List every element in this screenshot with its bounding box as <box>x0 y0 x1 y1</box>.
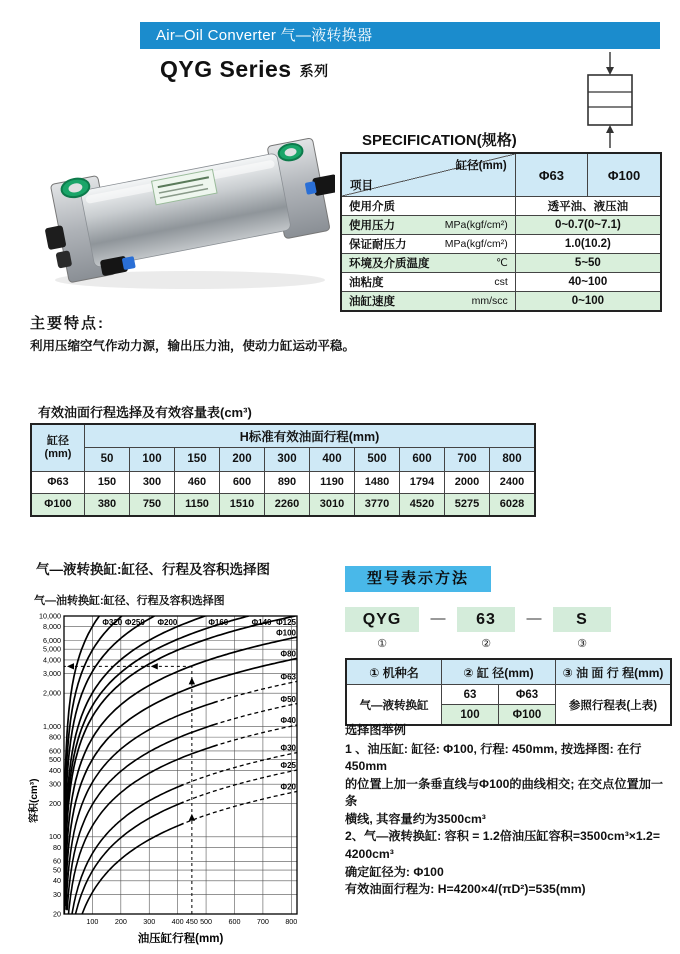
chart-curves <box>64 616 297 918</box>
y-tick-label: 60 <box>53 856 61 866</box>
curve-label: Φ50 <box>280 694 296 704</box>
model-code-mark: ① <box>377 638 387 650</box>
x-tick-label: 100 <box>86 917 99 926</box>
bore-size-cell: Φ100 <box>499 705 556 726</box>
y-tick-label: 10,000 <box>39 611 61 621</box>
spec-table <box>340 152 662 312</box>
model-code-separator: — <box>430 610 446 627</box>
model-code-row <box>345 607 611 650</box>
capacity-cell: 1794 <box>400 471 445 493</box>
spec-row-label: 使用介质 <box>341 197 515 216</box>
y-tick-label: 8,000 <box>43 622 61 632</box>
spec-table-head-body <box>341 153 661 197</box>
capacity-cell: 4520 <box>400 493 445 516</box>
spec-row <box>341 235 661 254</box>
spec-row <box>341 216 661 235</box>
selection-example <box>345 722 673 899</box>
spec-row-value: 5~50 <box>515 254 661 273</box>
spec-row-label: 保证耐压力 MPa(kgf/cm²) <box>341 235 515 254</box>
y-tick-label: 40 <box>53 876 61 886</box>
stroke-table-body <box>31 471 535 516</box>
bore-code-cell: 100 <box>442 705 499 726</box>
spec-col-100: Φ100 <box>588 153 661 197</box>
chart-curve <box>75 802 184 916</box>
example-line: 1 、油压缸: 缸径: Φ100, 行程: 450mm, 按选择图: 在行450mm <box>345 741 642 774</box>
stroke-row-label: Φ100 <box>31 493 85 516</box>
stroke-col-header: 150 <box>175 447 220 471</box>
spec-row-label: 油粘度 cst <box>341 273 515 292</box>
model-name-cell: 气—液转换缸 <box>346 685 442 726</box>
x-tick-label: 600 <box>228 917 241 926</box>
example-line: 的位置上加一条垂直线与Φ100的曲线相交; 在交点位置加一条 <box>345 776 664 809</box>
page-title <box>160 56 329 83</box>
capacity-cell: 1190 <box>310 471 355 493</box>
stroke-col-header: 300 <box>265 447 310 471</box>
spec-row-value: 1.0(10.2) <box>515 235 661 254</box>
features-text: 利用压缩空气作动力源，输出压力油，使动力缸运动平稳。 <box>30 339 356 353</box>
chart-curve <box>67 724 218 911</box>
stroke-table <box>30 423 536 517</box>
model-code-box: S <box>553 607 611 632</box>
example-title: 选择图举例 <box>345 723 406 737</box>
y-tick-label: 80 <box>53 842 61 852</box>
y-tick-label: 50 <box>53 865 61 875</box>
capacity-cell: 2000 <box>445 471 490 493</box>
x-tick-label: 500 <box>200 917 213 926</box>
curve-label: Φ20 <box>280 782 296 792</box>
bore-code-cell: 63 <box>442 685 499 705</box>
capacity-cell: 150 <box>85 471 130 493</box>
spec-corner-cell <box>341 153 515 197</box>
air-oil-converter-symbol-icon <box>563 50 658 150</box>
model-code-separator: — <box>526 610 542 627</box>
capacity-cell: 1150 <box>175 493 220 516</box>
stroke-data-row <box>31 493 535 516</box>
capacity-cell: 3770 <box>355 493 400 516</box>
example-line: 横线, 其容量约为3500cm³ <box>345 811 486 826</box>
capacity-cell: 890 <box>265 471 310 493</box>
curve-label: Φ200 <box>157 618 178 627</box>
features-title: 主要特点: <box>30 315 105 332</box>
chart-curve <box>64 616 122 871</box>
spec-row <box>341 254 661 273</box>
series-suffix: 系列 <box>299 63 329 79</box>
spec-row-label: 油缸速度 mm/scc <box>341 292 515 312</box>
capacity-cell: 3010 <box>310 493 355 516</box>
capacity-cell: 380 <box>85 493 130 516</box>
model-header-stroke: ③ 油 面 行 程(mm) <box>556 659 672 685</box>
stroke-col-header: 500 <box>355 447 400 471</box>
y-tick-label: 200 <box>49 798 61 808</box>
capacity-cell: 600 <box>220 471 265 493</box>
capacity-cell: 6028 <box>490 493 536 516</box>
chart-section-title: 气—液转换缸:缸径、行程及容积选择图 <box>36 562 270 577</box>
curve-label: Φ125 <box>276 618 296 627</box>
bore-size-cell: Φ63 <box>499 685 556 705</box>
curve-label: Φ250 <box>124 618 145 627</box>
x-tick-label: 200 <box>114 917 127 926</box>
spec-corner-bottom: 项目 <box>350 180 373 192</box>
fitting-left-blue <box>122 256 136 270</box>
page-header-banner: Air–Oil Converter 气—液转换器 <box>140 22 660 49</box>
curve-label: Φ100 <box>276 628 296 638</box>
x-tick-label: 400 <box>171 917 184 926</box>
spec-row-value: 40~100 <box>515 273 661 292</box>
example-line: 2、气—液转换缸: 容积 = 1.2倍油压缸容积=3500cm³×1.2= <box>345 829 660 844</box>
y-tick-label: 1,000 <box>43 721 61 731</box>
y-tick-label: 500 <box>49 755 61 765</box>
product-photo <box>30 128 335 296</box>
model-code-mark: ③ <box>577 638 587 650</box>
spec-row <box>341 292 661 312</box>
curve-label: Φ63 <box>280 672 296 682</box>
capacity-cell: 1510 <box>220 493 265 516</box>
spec-row-label: 环境及介质温度 ℃ <box>341 254 515 273</box>
model-code-unit <box>457 607 515 650</box>
model-code-box: QYG <box>345 607 419 632</box>
x-tick-label: 450 <box>185 917 198 926</box>
stroke-table-title: 有效油面行程选择及有效容量表(cm³) <box>38 405 252 420</box>
spec-row-label: 使用压力 MPa(kgf/cm²) <box>341 216 515 235</box>
y-tick-label: 800 <box>49 732 61 742</box>
chart-curve <box>65 616 296 885</box>
capacity-cell: 300 <box>130 471 175 493</box>
example-line: 有效油面行程为: H=4200×4/(πD²)=535(mm) <box>345 882 586 897</box>
model-table-body <box>346 685 671 726</box>
chart-svg <box>28 610 304 950</box>
curve-label: Φ40 <box>280 716 296 726</box>
chart-curve-dashed <box>187 791 298 822</box>
stroke-header-row-1 <box>31 424 535 447</box>
stroke-header-span: H标准有效油面行程(mm) <box>85 424 536 447</box>
stroke-header-row-2 <box>31 447 535 471</box>
example-guide-lines <box>64 666 192 914</box>
x-axis-title: 油压缸行程(mm) <box>137 933 224 945</box>
curve-label: Φ25 <box>280 761 296 771</box>
chart-curve <box>68 745 217 917</box>
y-axis-title: 容积(cm³) <box>29 778 40 823</box>
stroke-data-row <box>31 471 535 493</box>
model-row <box>346 685 671 705</box>
model-header-name: ① 机种名 <box>346 659 442 685</box>
curve-label: Φ80 <box>280 649 296 659</box>
stroke-col-header: 50 <box>85 447 130 471</box>
stroke-col-header: 200 <box>220 447 265 471</box>
x-tick-label: 300 <box>143 917 156 926</box>
example-lines <box>345 741 673 899</box>
selection-chart <box>28 592 304 950</box>
stroke-col-header: 400 <box>310 447 355 471</box>
model-header-bore: ② 缸 径(mm) <box>442 659 556 685</box>
y-tick-label: 20 <box>53 909 61 919</box>
stroke-row-label: Φ63 <box>31 471 85 493</box>
y-tick-label: 2,000 <box>43 688 61 698</box>
y-tick-label: 4,000 <box>43 655 61 665</box>
capacity-cell: 2400 <box>490 471 536 493</box>
spec-col-63: Φ63 <box>515 153 587 197</box>
stroke-col-header: 700 <box>445 447 490 471</box>
capacity-cell: 750 <box>130 493 175 516</box>
spec-header-row <box>341 153 661 197</box>
spec-title: SPECIFICATION(规格) <box>362 132 517 149</box>
curve-label: Φ30 <box>280 743 296 753</box>
y-tick-label: 400 <box>49 765 61 775</box>
spec-table-body <box>341 197 661 312</box>
y-tick-label: 300 <box>49 779 61 789</box>
stroke-col-header: 100 <box>130 447 175 471</box>
chart-curve <box>72 785 184 917</box>
chart-title: 气—油转换缸:缸径、行程及容积选择图 <box>34 595 225 607</box>
model-code-box: 63 <box>457 607 515 632</box>
y-tick-label: 30 <box>53 889 61 899</box>
spec-row-value: 0~100 <box>515 292 661 312</box>
stroke-col-header: 600 <box>400 447 445 471</box>
chart-svg-holder <box>28 610 304 950</box>
x-tick-label: 800 <box>285 917 298 926</box>
spec-row <box>341 273 661 292</box>
stroke-col-header: 800 <box>490 447 536 471</box>
x-tick-label: 700 <box>256 917 269 926</box>
curve-label: Φ140 <box>251 618 272 627</box>
spec-row-value: 透平油、液压油 <box>515 197 661 216</box>
capacity-cell: 2260 <box>265 493 310 516</box>
stroke-note-cell: 参照行程表(上表) <box>556 685 672 726</box>
y-tick-label: 3,000 <box>43 669 61 679</box>
spec-corner-top: 缸径(mm) <box>455 160 507 172</box>
y-tick-label: 100 <box>49 832 61 842</box>
example-line: 4200cm³ <box>345 846 394 861</box>
stroke-corner-cell: 缸径 (mm) <box>31 424 85 471</box>
capacity-cell: 1480 <box>355 471 400 493</box>
capacity-cell: 460 <box>175 471 220 493</box>
capacity-cell: 5275 <box>445 493 490 516</box>
spec-row-value: 0~0.7(0~7.1) <box>515 216 661 235</box>
model-section-banner: 型号表示方法 <box>345 566 491 592</box>
model-table <box>345 658 672 726</box>
y-tick-label: 6,000 <box>43 635 61 645</box>
model-code-mark: ② <box>481 638 491 650</box>
chart-curve-dashed <box>221 725 297 744</box>
model-code-unit <box>345 607 419 650</box>
chart-curve <box>81 823 184 917</box>
curve-label: Φ160 <box>208 618 229 627</box>
model-table-header-row <box>346 659 671 685</box>
model-code-unit <box>553 607 611 650</box>
spec-row <box>341 197 661 216</box>
curve-label: Φ320 <box>102 618 123 627</box>
y-tick-label: 5,000 <box>43 644 61 654</box>
y-tick-label: 600 <box>49 746 61 756</box>
example-line: 确定缸径为: Φ100 <box>345 864 444 879</box>
series-name: QYG Series <box>160 56 292 82</box>
chart-curve <box>64 616 205 914</box>
